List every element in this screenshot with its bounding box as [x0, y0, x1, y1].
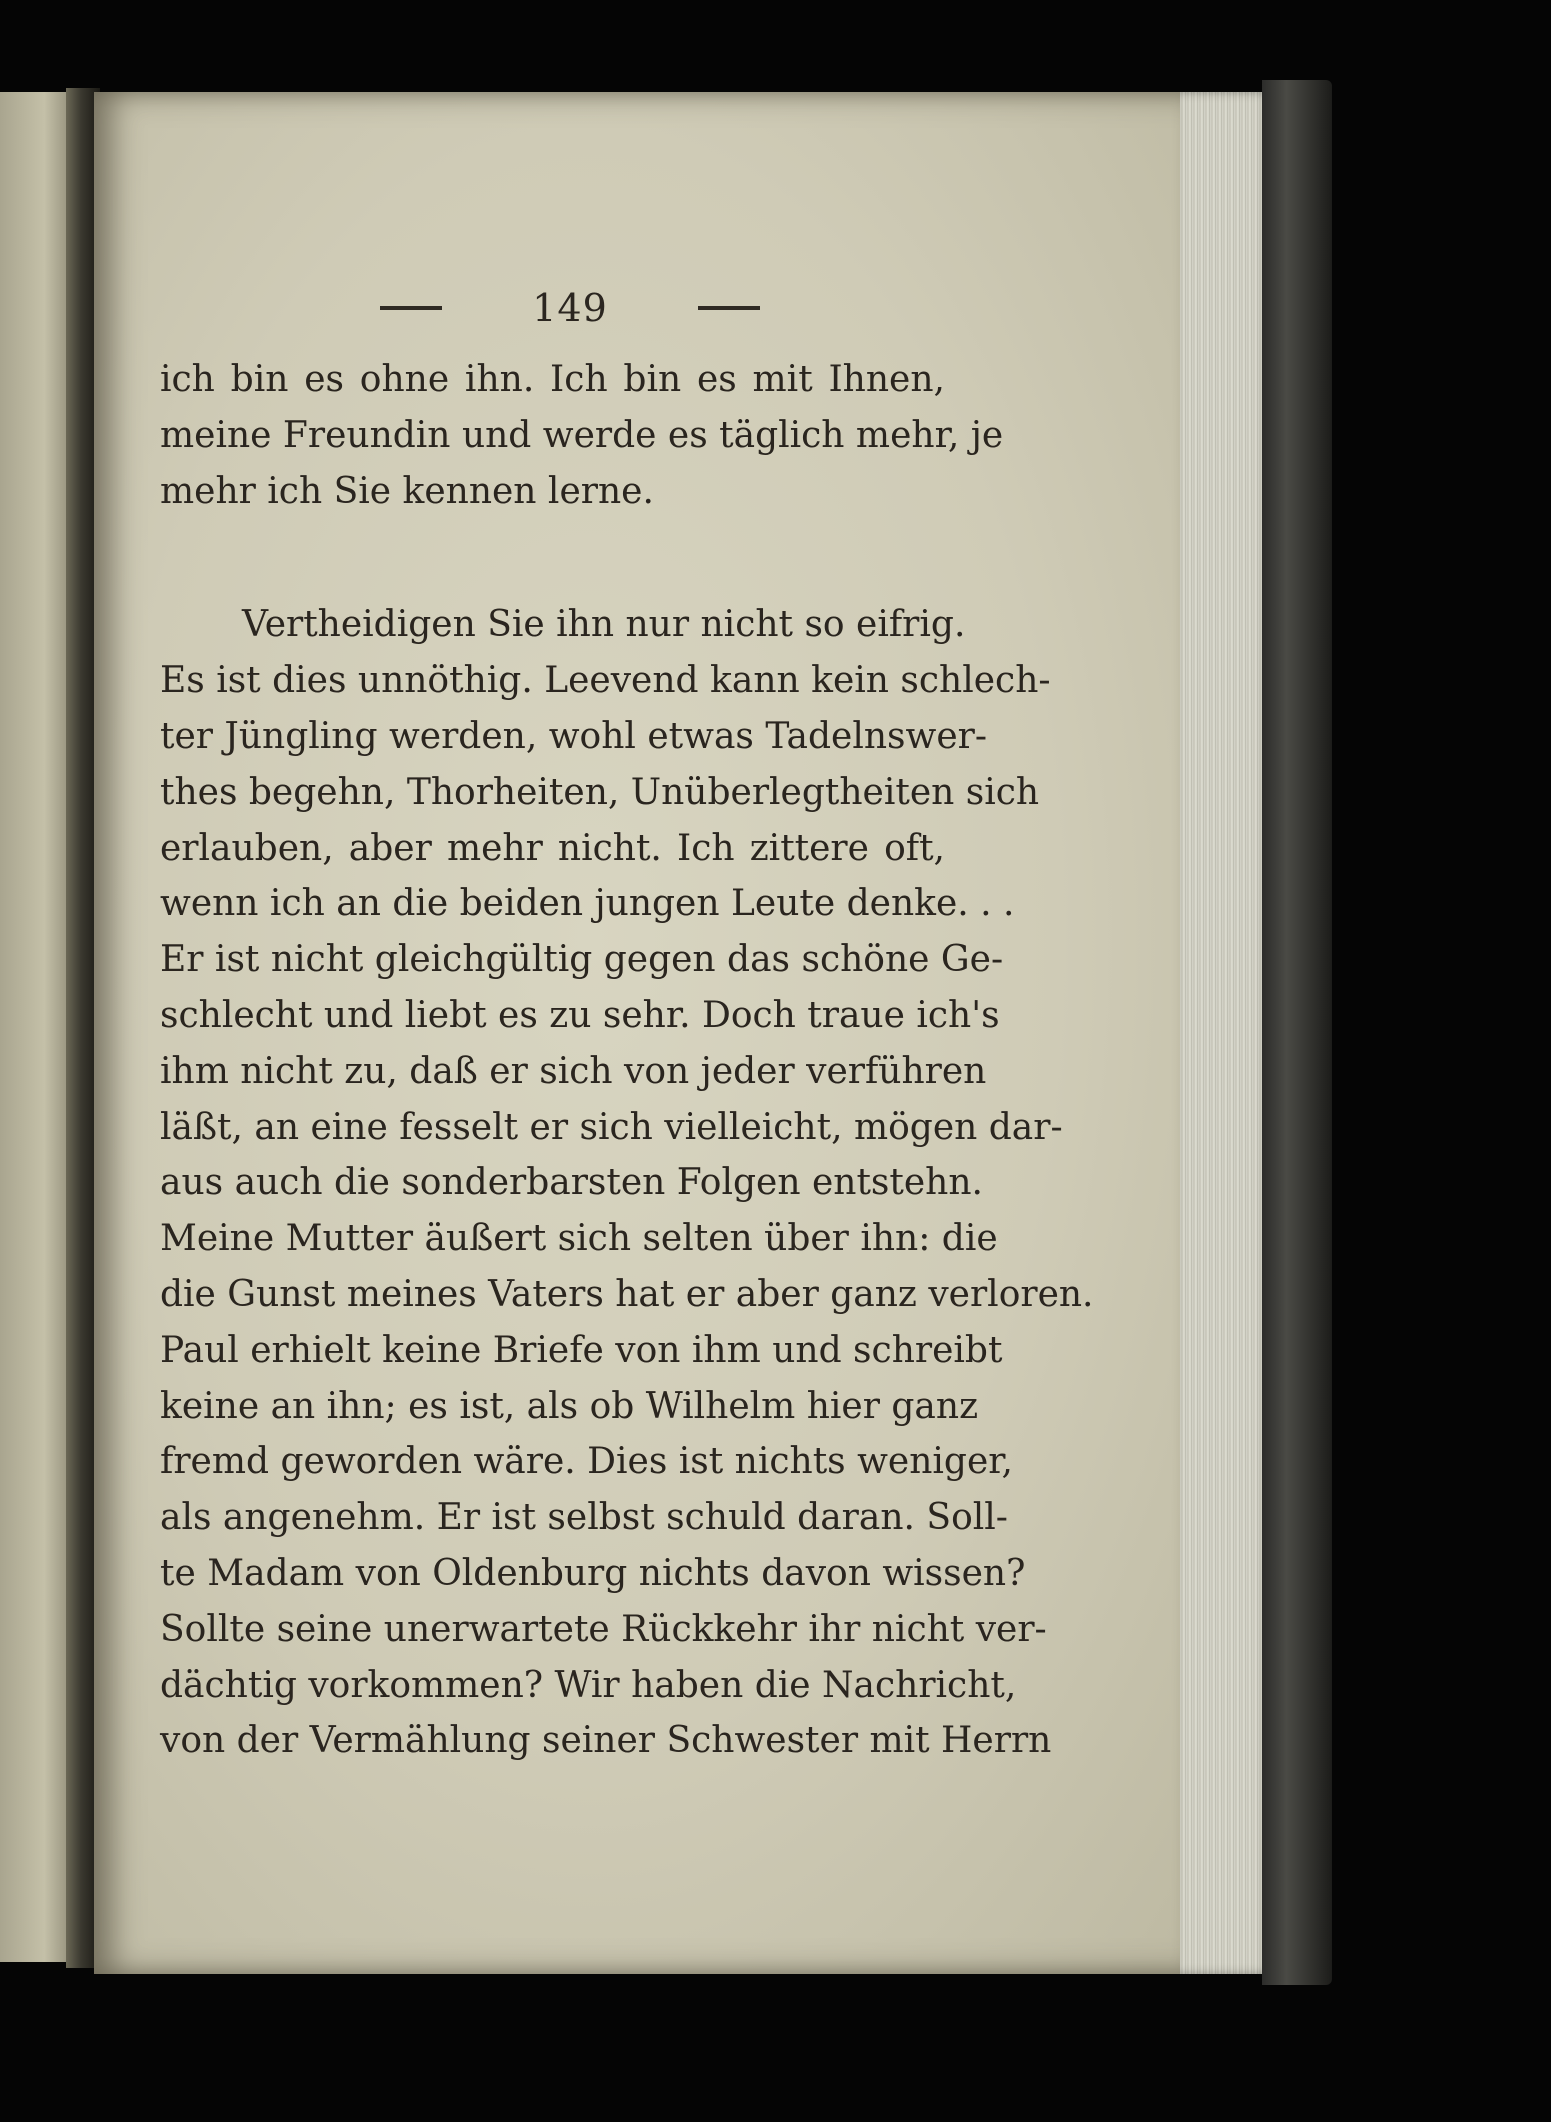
text-line: schlecht und liebt es zu sehr. Doch traue ich's — [160, 994, 1000, 1036]
text-line: als angenehm. Er ist selbst schuld daran. Soll- — [160, 1497, 1008, 1539]
text-line: aus auch die sonderbarsten Folgen entstehn. — [160, 1162, 983, 1204]
text-line: Meine Mutter äußert sich selten über ihn: die — [160, 1218, 998, 1260]
text-line: ihm nicht zu, daß er sich von jeder verführen — [160, 1050, 987, 1092]
paragraph-gap — [160, 519, 945, 597]
text-line: von der Vermählung seiner Schwester mit Herrn — [160, 1720, 1052, 1762]
text-line: dächtig vorkommen? Wir haben die Nachricht, — [160, 1664, 1017, 1706]
text-line: Es ist dies unnöthig. Leevend kann kein schlech- — [160, 660, 1051, 702]
text-line: ich bin es ohne ihn. Ich bin es mit Ihnen, — [160, 359, 945, 400]
text-line: läßt, an eine fesselt er sich vielleicht, mögen dar- — [160, 1106, 1063, 1148]
page-block-edges — [1180, 92, 1272, 1974]
paragraph-2 — [160, 597, 1094, 1769]
text-line: wenn ich an die beiden jungen Leute denke. . . — [160, 883, 1015, 925]
paragraph-1 — [160, 352, 1004, 519]
text-line: fremd geworden wäre. Dies ist nichts weniger, — [160, 1441, 1013, 1483]
text-line: thes begehn, Thorheiten, Unüberlegtheiten sich — [160, 771, 1040, 813]
running-head-dash-left — [380, 306, 442, 310]
text-line: ter Jüngling werden, wohl etwas Tadelnswer- — [160, 715, 988, 757]
text-line: die Gunst meines Vaters hat er aber ganz verloren. — [160, 1273, 1094, 1315]
text-line: keine an ihn; es ist, als ob Wilhelm hier ganz — [160, 1385, 979, 1427]
book-cover — [1262, 80, 1332, 1985]
page-number: 149 — [532, 286, 608, 330]
text-line: Sollte seine unerwartete Rückkehr ihr nicht ver- — [160, 1608, 1047, 1650]
text-line: erlauben, aber mehr nicht. Ich zittere oft, — [160, 827, 945, 869]
body-text — [160, 352, 1094, 1769]
text-line: te Madam von Oldenburg nichts davon wissen? — [160, 1552, 1026, 1594]
text-line: Vertheidigen Sie ihn nur nicht so eifrig. — [242, 604, 966, 646]
text-line: mehr ich Sie kennen lerne. — [160, 470, 654, 512]
running-head-dash-right — [698, 306, 760, 310]
facing-page-edge — [0, 92, 74, 1962]
text-line: Er ist nicht gleichgültig gegen das schöne Ge- — [160, 939, 1004, 981]
running-head — [380, 278, 760, 338]
text-line: Paul erhielt keine Briefe von ihm und schreibt — [160, 1329, 1003, 1371]
text-line: meine Freundin und werde es täglich mehr, je — [160, 414, 1004, 456]
